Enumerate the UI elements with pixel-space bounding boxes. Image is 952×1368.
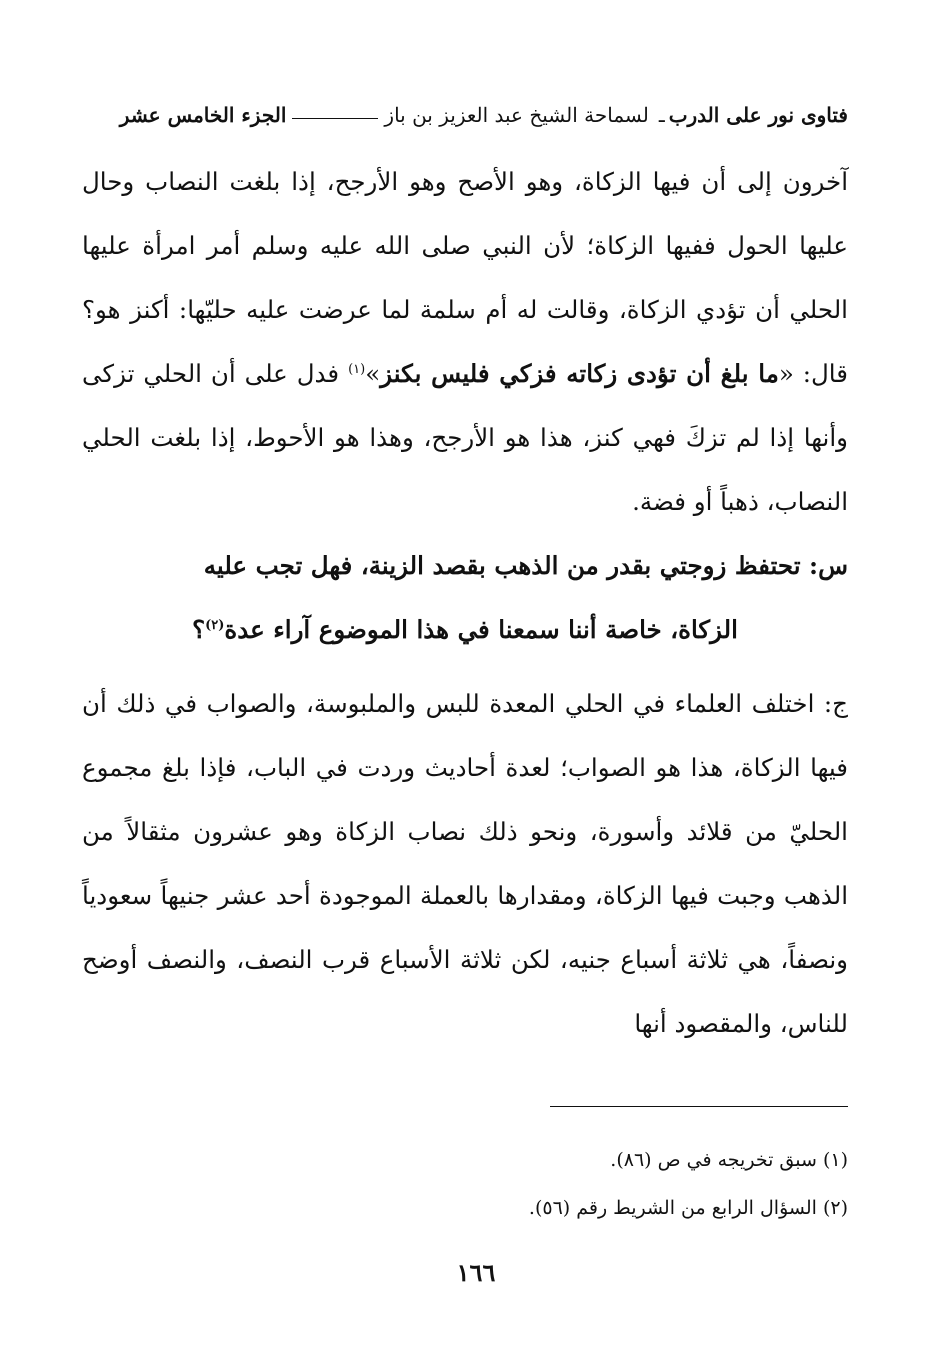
part-label: الجزء الخامس عشر (119, 103, 287, 127)
footnote-separator (550, 1106, 848, 1107)
previous-answer-text: آخرون إلى أن فيها الزكاة، وهو الأصح وهو الأرجح، إذا بلغت النصاب وحال عليها الحول ففيها الزكاة؛ لأن النبي صلى الله عليه وسلم أمر امرأة عليها الحلي أن تؤدي الزكاة، وقالت له أم سلمة لما عرضت عليه حليّها: أكنز هو؟ قال: « (82, 167, 848, 388)
question-line-2: الزكاة، خاصة أننا سمعنا في هذا الموضوع آراء عدة (224, 615, 738, 644)
header-rule (292, 118, 378, 119)
footnotes (82, 1136, 848, 1232)
question-mark: ؟ (192, 615, 206, 644)
book-title: فتاوى نور على الدرب (668, 103, 848, 127)
question-paragraph (82, 534, 848, 662)
body-text (82, 150, 848, 1056)
previous-answer-paragraph (82, 150, 848, 534)
header-dash: ـ (658, 103, 665, 127)
previous-answer-rest: فدل على أن الحلي تزكى وأنها إذا لم تزكَ فهي كنز، هذا هو الأرجح، وهذا هو الأحوط، إذا بلغت الحلي النصاب، ذهباً أو فضة. (82, 359, 848, 516)
answer-text: ج: اختلف العلماء في الحلي المعدة للبس والملبوسة، والصواب في ذلك أن فيها الزكاة، هذا هو الصواب؛ لعدة أحاديث وردت في الباب، فإذا بلغ مجموع الحليّ من قلائد وأسورة، ونحو ذلك نصاب الزكاة وهو عشرون مثقالاً من الذهب وجبت فيها الزكاة، ومقدارها بالعملة الموجودة أحد عشر جنيهاً سعودياً ونصفاً، هي ثلاثة أسباع جنيه، لكن ثلاثة الأسباع قرب النصف، والنصف أوضح للناس، والمقصود أنها (82, 689, 848, 1038)
question-line-2-wrap (82, 598, 848, 662)
running-header (82, 95, 848, 135)
answer-paragraph (82, 672, 848, 1056)
footnote-ref-1[interactable]: (١) (348, 361, 366, 377)
footnote-1: (١) سبق تخريجه في ص (٨٦). (610, 1149, 848, 1171)
author-name: لسماحة الشيخ عبد العزيز بن باز (384, 103, 649, 127)
footnote-ref-2[interactable]: (٢) (205, 617, 225, 633)
question-line-1: س: تحتفظ زوجتي بقدر من الذهب بقصد الزينة، فهل تجب عليه (203, 551, 848, 580)
hadith-quote: ما بلغ أن تؤدى زكاته فزكي فليس بكنز (380, 359, 779, 388)
page-number: ١٦٦ (456, 1258, 496, 1287)
footnote-2: (٢) السؤال الرابع من الشريط رقم (٥٦). (528, 1197, 848, 1219)
quote-close: » (365, 359, 381, 388)
